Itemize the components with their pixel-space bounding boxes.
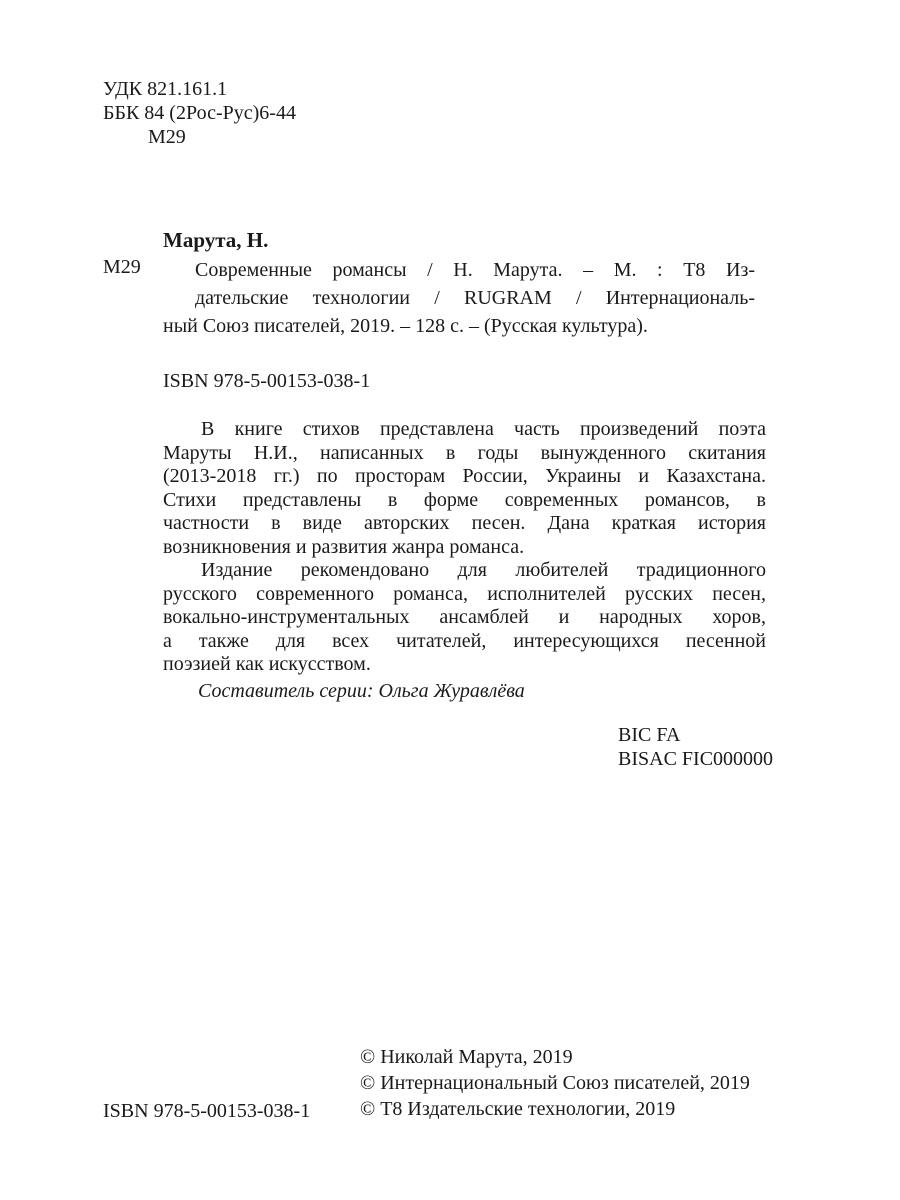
copyright-line: © Интернациональный Союз писателей, 2019 bbox=[360, 1072, 750, 1094]
isbn-bottom: ISBN 978-5-00153-038-1 bbox=[103, 1100, 311, 1122]
copyright-block bbox=[360, 1044, 750, 1122]
bib-line: дательские технологии / RUGRAM / Интернациональ- bbox=[195, 287, 755, 309]
bisac-code: BISAC FIC000000 bbox=[618, 748, 774, 770]
abstract-line: В книге стихов представлена часть произведений поэта bbox=[201, 418, 766, 440]
abstract bbox=[163, 418, 766, 677]
abstract-line: Маруты Н.И., написанных в годы вынужденного скитания bbox=[163, 441, 766, 464]
subject-codes bbox=[618, 723, 773, 771]
copyright-line: © Т8 Издательские технологии, 2019 bbox=[360, 1098, 676, 1120]
series-composer: Составитель серии: Ольга Журавлёва bbox=[198, 680, 525, 702]
bib-line: ный Союз писателей, 2019. – 128 с. – (Русская культура). bbox=[163, 315, 648, 337]
bib-line: Современные романсы / Н. Марута. – М. : Т8 Из- bbox=[195, 259, 755, 281]
abstract-line: а также для всех читателей, интересующихся песенной bbox=[163, 629, 766, 652]
abstract-line: возникновения и развития жанра романса. bbox=[163, 535, 525, 558]
abstract-line: Стихи представлены в форме современных романсов, в bbox=[163, 488, 766, 511]
author-mark: М29 bbox=[103, 256, 141, 278]
abstract-line: (2013-2018 гг.) по просторам России, Украины и Казахстана. bbox=[163, 465, 766, 487]
abstract-line: русского современного романса, исполнителей русских песен, bbox=[163, 582, 766, 605]
classification-block bbox=[103, 77, 296, 149]
bibliographic-description bbox=[163, 256, 755, 340]
copyright-line: © Николай Марута, 2019 bbox=[360, 1046, 573, 1068]
bbk-code: ББК 84 (2Рос-Рус)6-44 bbox=[103, 102, 296, 124]
abstract-line: поэзией как искусством. bbox=[163, 653, 371, 675]
udk-code: УДК 821.161.1 bbox=[103, 78, 228, 100]
bic-code: BIC FA bbox=[618, 724, 681, 746]
isbn: ISBN 978-5-00153-038-1 bbox=[163, 370, 371, 392]
abstract-line: вокально-инструментальных ансамблей и народных хоров, bbox=[163, 606, 766, 628]
abstract-line: частности в виде авторских песен. Дана краткая история bbox=[163, 512, 766, 534]
abstract-line: Издание рекомендовано для любителей традиционного bbox=[201, 559, 766, 581]
author-heading: Марута, Н. bbox=[163, 228, 269, 252]
author-mark-top: М29 bbox=[148, 126, 186, 148]
